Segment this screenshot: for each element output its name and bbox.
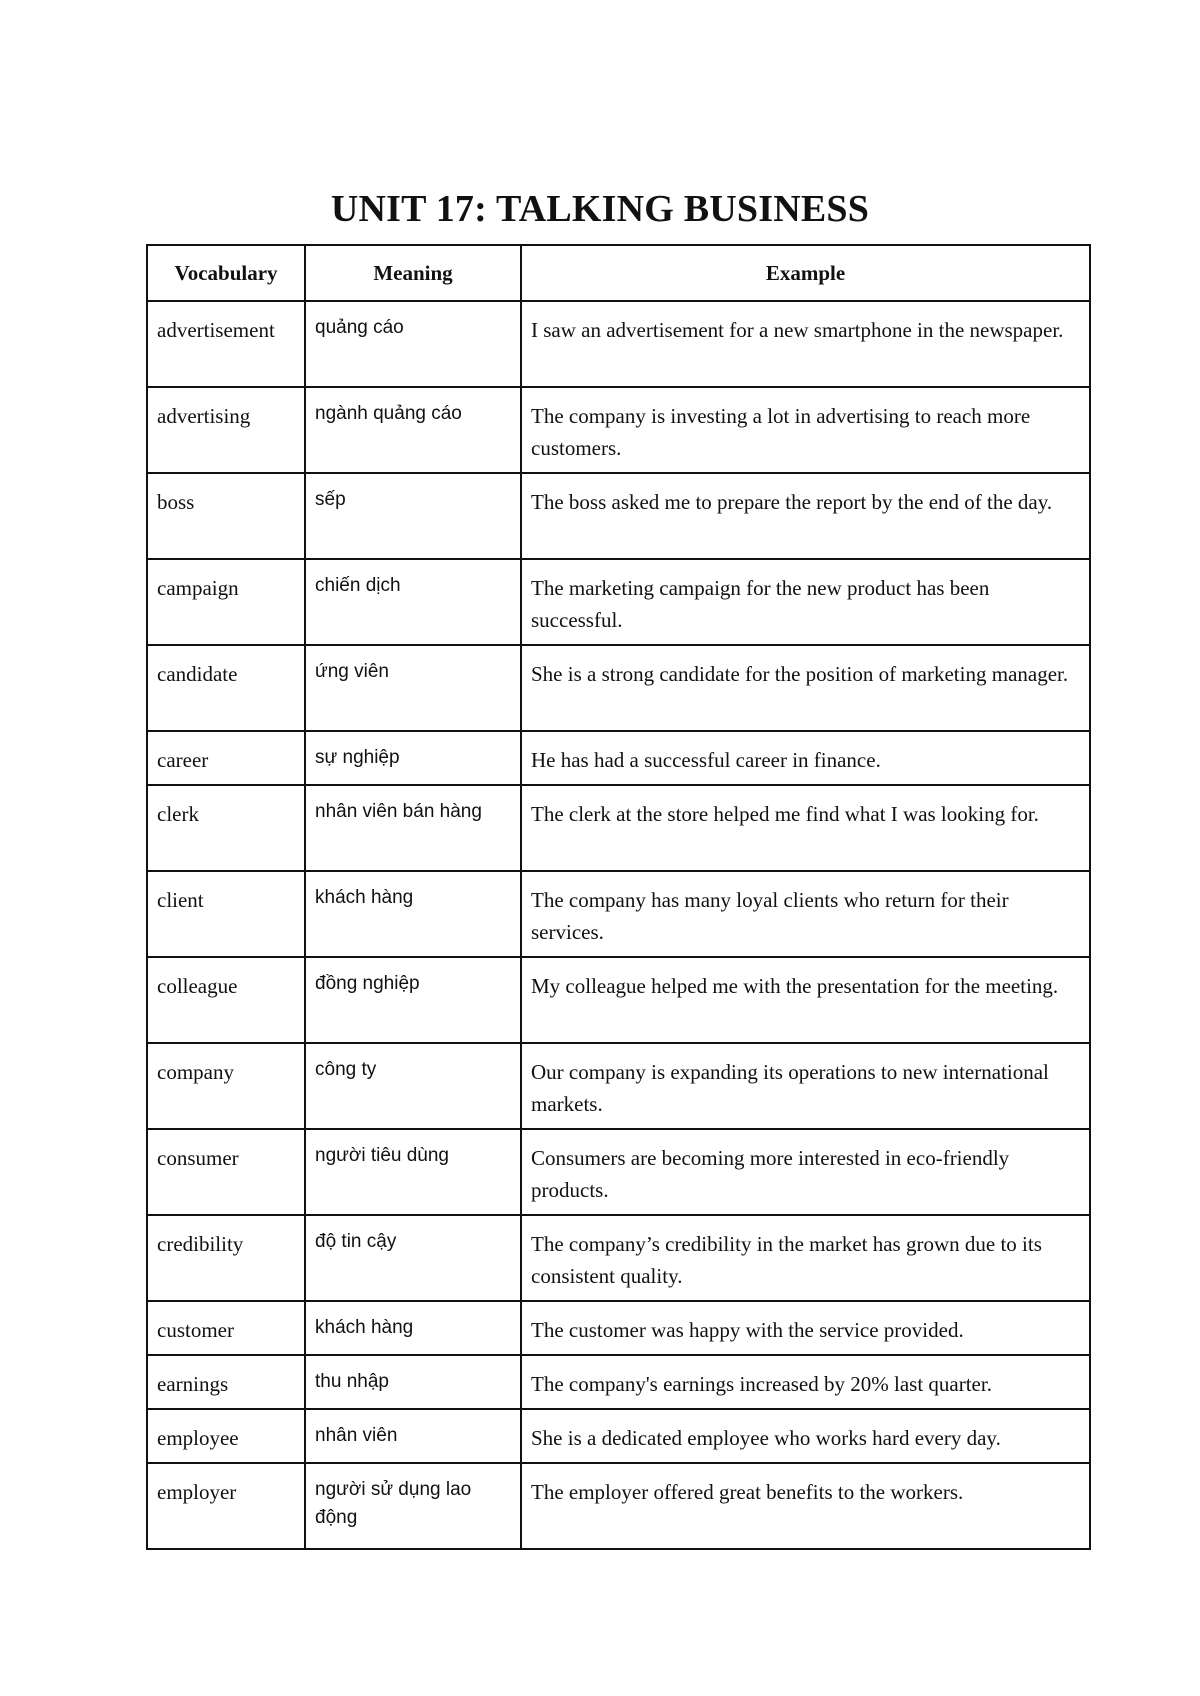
table-row — [147, 785, 1090, 871]
example-cell: The company’s credibility in the market has grown due to its consistent quality. — [521, 1215, 1090, 1301]
example-cell: Consumers are becoming more interested in eco-friendly products. — [521, 1129, 1090, 1215]
table-row — [147, 957, 1090, 1043]
meaning-cell: sếp — [305, 473, 521, 559]
table-row — [147, 645, 1090, 731]
vocabulary-cell: advertisement — [147, 301, 305, 387]
example-cell: The marketing campaign for the new product has been successful. — [521, 559, 1090, 645]
vocabulary-cell: employee — [147, 1409, 305, 1463]
meaning-cell: quảng cáo — [305, 301, 521, 387]
example-cell: The employer offered great benefits to the workers. — [521, 1463, 1090, 1549]
example-cell: The clerk at the store helped me find what I was looking for. — [521, 785, 1090, 871]
vocabulary-cell: customer — [147, 1301, 305, 1355]
meaning-cell: khách hàng — [305, 871, 521, 957]
example-cell: He has had a successful career in finance. — [521, 731, 1090, 785]
table-row — [147, 1301, 1090, 1355]
page-title: UNIT 17: TALKING BUSINESS — [330, 188, 870, 230]
example-cell: The company is investing a lot in advertising to reach more customers. — [521, 387, 1090, 473]
table-row — [147, 731, 1090, 785]
example-cell: She is a strong candidate for the position of marketing manager. — [521, 645, 1090, 731]
column-header-vocabulary: Vocabulary — [147, 245, 305, 301]
meaning-cell: sự nghiệp — [305, 731, 521, 785]
example-cell: I saw an advertisement for a new smartphone in the newspaper. — [521, 301, 1090, 387]
example-cell: The customer was happy with the service provided. — [521, 1301, 1090, 1355]
vocabulary-cell: employer — [147, 1463, 305, 1549]
meaning-cell: độ tin cậy — [305, 1215, 521, 1301]
table-row — [147, 1409, 1090, 1463]
meaning-cell: người tiêu dùng — [305, 1129, 521, 1215]
table-row — [147, 301, 1090, 387]
vocabulary-cell: company — [147, 1043, 305, 1129]
meaning-cell: nhân viên bán hàng — [305, 785, 521, 871]
table-row — [147, 1215, 1090, 1301]
example-cell: The company's earnings increased by 20% last quarter. — [521, 1355, 1090, 1409]
vocabulary-cell: advertising — [147, 387, 305, 473]
table-row — [147, 559, 1090, 645]
example-cell: The company has many loyal clients who return for their services. — [521, 871, 1090, 957]
table-header-row — [147, 245, 1090, 301]
table-row — [147, 1463, 1090, 1549]
vocabulary-cell: boss — [147, 473, 305, 559]
table-row — [147, 1129, 1090, 1215]
vocabulary-cell: clerk — [147, 785, 305, 871]
vocabulary-cell: consumer — [147, 1129, 305, 1215]
column-header-meaning: Meaning — [305, 245, 521, 301]
meaning-cell: đồng nghiệp — [305, 957, 521, 1043]
vocabulary-cell: earnings — [147, 1355, 305, 1409]
example-cell: My colleague helped me with the presentation for the meeting. — [521, 957, 1090, 1043]
meaning-cell: ứng viên — [305, 645, 521, 731]
meaning-cell: công ty — [305, 1043, 521, 1129]
column-header-example: Example — [521, 245, 1090, 301]
table-row — [147, 473, 1090, 559]
meaning-cell: người sử dụng lao động — [305, 1463, 521, 1549]
example-cell: Our company is expanding its operations to new international markets. — [521, 1043, 1090, 1129]
meaning-cell: thu nhập — [305, 1355, 521, 1409]
meaning-cell: nhân viên — [305, 1409, 521, 1463]
meaning-cell: khách hàng — [305, 1301, 521, 1355]
table-row — [147, 387, 1090, 473]
example-cell: The boss asked me to prepare the report by the end of the day. — [521, 473, 1090, 559]
table-row — [147, 1355, 1090, 1409]
table-row — [147, 1043, 1090, 1129]
vocabulary-cell: campaign — [147, 559, 305, 645]
meaning-cell: chiến dịch — [305, 559, 521, 645]
example-cell: She is a dedicated employee who works hard every day. — [521, 1409, 1090, 1463]
vocabulary-table — [146, 244, 1091, 1550]
vocabulary-cell: client — [147, 871, 305, 957]
vocabulary-cell: colleague — [147, 957, 305, 1043]
meaning-cell: ngành quảng cáo — [305, 387, 521, 473]
vocabulary-cell: credibility — [147, 1215, 305, 1301]
vocabulary-cell: career — [147, 731, 305, 785]
vocabulary-cell: candidate — [147, 645, 305, 731]
table-row — [147, 871, 1090, 957]
